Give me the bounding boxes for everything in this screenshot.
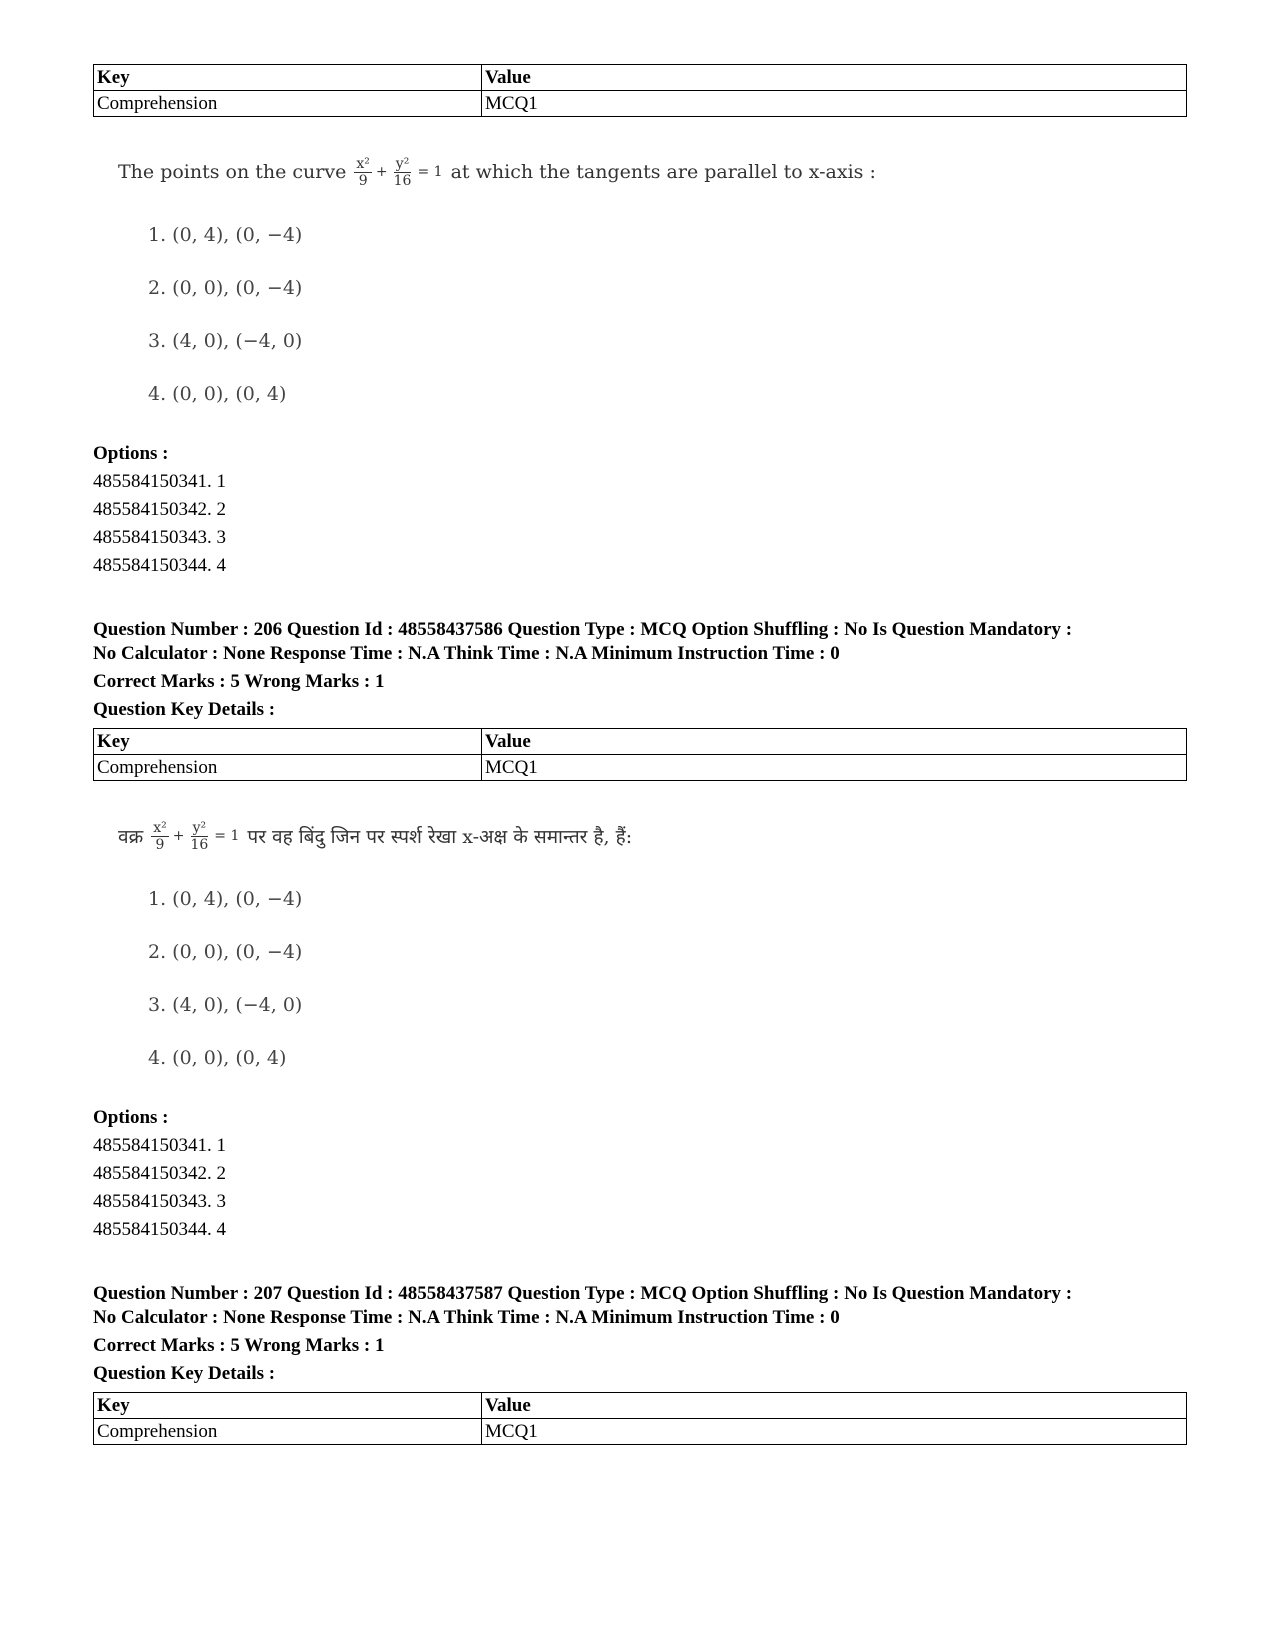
table-header-value: Value [482,1393,1187,1419]
key-details-table [93,1392,1187,1445]
question-image [118,808,878,1069]
choice: 3. (4, 0), (−4, 0) [148,330,303,352]
marks: Correct Marks : 5 Wrong Marks : 1 [93,671,385,692]
question-meta: Question Number : 206 Question Id : 48558437586 Question Type : MCQ Option Shuffling : No Is Question Mandatory : No Calculator : None Response Time : N.A Think Time : N.A Minimum Instruction Time : 0 Correct Marks : 5 Wrong Marks : 1 Question Key Details : [93,618,1203,722]
option: 485584150344. 4 [93,1219,226,1240]
option: 485584150341. 1 [93,471,226,492]
options-label: Options : [93,443,169,464]
marks: Correct Marks : 5 Wrong Marks : 1 [93,1335,385,1356]
option: 485584150343. 3 [93,527,226,548]
table-cell-value: MCQ1 [482,91,1187,117]
table-header-value: Value [482,729,1187,755]
choice: 1. (0, 4), (0, −4) [148,888,303,910]
choice: 2. (0, 0), (0, −4) [148,277,303,299]
table-header-key: Key [94,65,482,91]
question-meta: Question Number : 207 Question Id : 48558437587 Question Type : MCQ Option Shuffling : No Is Question Mandatory : No Calculator : None Response Time : N.A Think Time : N.A Minimum Instruction Time : 0 Correct Marks : 5 Wrong Marks : 1 Question Key Details : [93,1282,1203,1386]
option: 485584150341. 1 [93,1135,226,1156]
choice: 1. (0, 4), (0, −4) [148,224,303,246]
options-block [93,440,226,580]
options-label: Options : [93,1107,169,1128]
key-details-label: Question Key Details : [93,699,276,720]
fraction: $\frac{\text{x²}}{9}$ [153,819,167,853]
options-block [93,1104,226,1244]
choice: 4. (0, 0), (0, 4) [148,1047,287,1069]
choice: 2. (0, 0), (0, −4) [148,941,303,963]
key-details-label: Question Key Details : [93,1363,276,1384]
table-cell-key: Comprehension [94,755,482,781]
option: 485584150343. 3 [93,1191,226,1212]
table-cell-value: MCQ1 [482,755,1187,781]
choice: 3. (4, 0), (−4, 0) [148,994,303,1016]
option: 485584150342. 2 [93,1163,226,1184]
option: 485584150342. 2 [93,499,226,520]
table-cell-key: Comprehension [94,1419,482,1445]
key-details-table [93,728,1187,781]
option: 485584150344. 4 [93,555,226,576]
question-stem: The points on the curve $\frac{\text{x²}}{9}$ + $\frac{\text{y²}}{16}$ = 1 at which the tangents are parallel to x-axis : [118,155,876,189]
fraction: $\frac{\text{y²}}{16}$ [190,819,209,853]
table-header-key: Key [94,729,482,755]
table-header-key: Key [94,1393,482,1419]
choice: 4. (0, 0), (0, 4) [148,383,287,405]
question-stem: वक्र $\frac{\text{x²}}{9}$ + $\frac{\text{y²}}{16}$ = 1 पर वह बिंदु जिन पर स्पर्श रेखा x-अक्ष के समान्तर है, हैं: [118,819,633,853]
fraction: $\frac{\text{x²}}{9}$ [356,155,370,189]
question-image [118,144,878,405]
fraction: $\frac{\text{y²}}{16}$ [393,155,412,189]
table-cell-value: MCQ1 [482,1419,1187,1445]
table-header-value: Value [482,65,1187,91]
table-cell-key: Comprehension [94,91,482,117]
key-details-table [93,64,1187,117]
